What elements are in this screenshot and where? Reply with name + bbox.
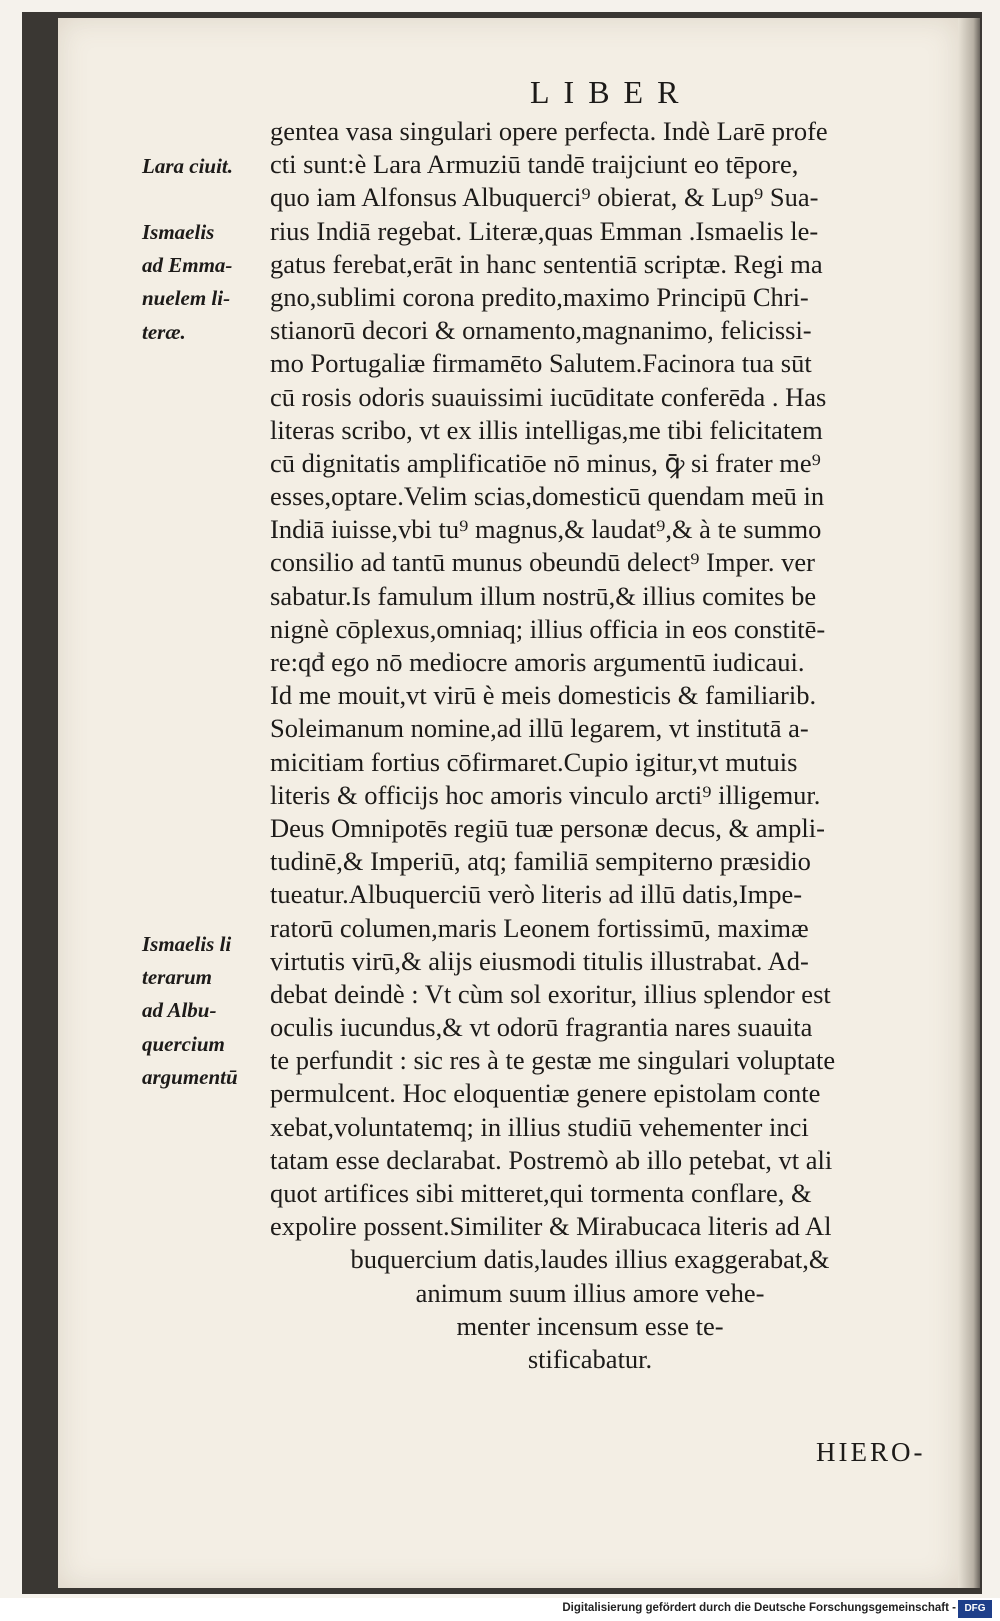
text-line: sabatur.Is famulum illum nostrū,& illius comites be bbox=[270, 580, 817, 611]
margin-note-line: ad Albu- bbox=[142, 998, 217, 1023]
margin-note-ismaelis-albuquerque bbox=[142, 928, 238, 1094]
text-line: stificabatur. bbox=[527, 1343, 653, 1374]
text-line: oculis iucundus,& vt odorū fragrantia nares suauita bbox=[270, 1012, 813, 1043]
text-line: gatus ferebat,erāt in hanc sententiā scriptæ. Regi ma bbox=[270, 248, 823, 279]
catchword: HIERO- bbox=[816, 1437, 926, 1467]
text-line: nignè cōplexus,omniaq; illius officia in eos constitē- bbox=[270, 613, 826, 644]
text-line: esses,optare.Velim scias,domesticū quendam meū in bbox=[270, 481, 825, 512]
text-line: gno,sublimi corona predito,maximo Principū Chri- bbox=[270, 281, 809, 312]
margin-note-line: ad Emma- bbox=[142, 253, 233, 278]
text-line: Soleimanum nomine,ad illū legarem, vt institutā a- bbox=[270, 713, 809, 744]
text-line: literis & officijs hoc amoris vinculo arcti⁹ illigemur. bbox=[270, 779, 821, 810]
text-line: rius Indiā regebat. Literæ,quas Emman .Ismaelis le- bbox=[270, 215, 819, 246]
text-line: virtutis virū,& alijs eiusmodi titulis illustrabat. Ad- bbox=[270, 945, 809, 976]
margin-note-line: Lara ciuit. bbox=[142, 154, 234, 178]
margin-note-line: terӕ. bbox=[142, 319, 186, 344]
margin-note-ismaelis-emmanuel bbox=[142, 216, 232, 349]
text-line: mo Portugaliæ firmamēto Salutem.Facinora tua sūt bbox=[270, 348, 812, 379]
text-line: Deus Omnipotēs regiū tuæ personæ decus, & ampli- bbox=[270, 812, 825, 843]
text-line: quot artifices sibi mitteret,qui tormenta conflare, & bbox=[270, 1178, 812, 1208]
digitization-footer bbox=[0, 1598, 1000, 1621]
closing-paragraph bbox=[270, 1243, 910, 1376]
body-text bbox=[270, 115, 970, 1376]
margin-note-line: Ismaelis bbox=[142, 220, 215, 244]
text-line: gentea vasa singulari opere perfecta. Indè Larē profe bbox=[270, 116, 828, 146]
text-line: buquercium datis,laudes illius exaggerabat,& bbox=[350, 1244, 830, 1275]
text-line: cti sunt:è Lara Armuziū tandē traijciunt eo tēpore, bbox=[270, 149, 799, 180]
dfg-logo: DFG bbox=[958, 1600, 992, 1618]
text-line: consilio ad tantū munus obeundū delect⁹ Imper. ver bbox=[270, 547, 815, 578]
text-line: cū dignitatis amplificatiōe nō minus, ꝙ̄ si frater me⁹ bbox=[270, 447, 821, 478]
text-line: te perfundit : sic res à te gestæ me singulari voluptate bbox=[270, 1045, 836, 1076]
text-line: Indiā iuisse,vbi tu⁹ magnus,& laudat⁹,& à te summo bbox=[270, 514, 822, 545]
margin-note-lara bbox=[142, 150, 233, 183]
text-line: permulcent. Hoc eloquentiæ genere epistolam conte bbox=[270, 1078, 821, 1109]
text-line: quo iam Alfonsus Albuquerci⁹ obierat, & Lup⁹ Sua- bbox=[270, 182, 819, 213]
text-line: cū rosis odoris suauissimi iucūditate conferēda . Has bbox=[270, 381, 827, 412]
text-line: re:qđ ego nō mediocre amoris argumentū iudicaui. bbox=[270, 647, 805, 677]
footer-text: Digitalisierung gefördert durch die Deutsche Forschungsgemeinschaft - bbox=[562, 1602, 956, 1614]
running-head: LIBER bbox=[530, 74, 693, 110]
text-line: tudinē,& Imperiū, atq; familiā sempiterno præsidio bbox=[270, 846, 811, 877]
margin-note-line: Ismaelis li bbox=[142, 932, 232, 956]
text-line: micitiam fortius cōfirmaret.Cupio igitur,vt mutuis bbox=[270, 746, 798, 777]
text-line: literas scribo, vt ex illis intelligas,me tibi felicitatem bbox=[270, 414, 823, 445]
text-line: menter incensum esse te- bbox=[456, 1310, 724, 1341]
margin-note-line: terarum bbox=[142, 965, 213, 990]
margin-note-line: quercium bbox=[142, 1031, 225, 1056]
margin-note-line: nuelem li- bbox=[142, 286, 231, 311]
text-line: stianorū decori & ornamento,magnanimo, felicissi- bbox=[270, 315, 812, 346]
text-line: tueatur.Albuquerciū verò literis ad illū datis,Impe- bbox=[270, 879, 803, 910]
text-line: expolire possent.Similiter & Mirabucaca literis ad Al bbox=[270, 1211, 832, 1242]
text-line: ratorū columen,maris Leonem fortissimū, maximæ bbox=[270, 912, 809, 943]
text-line: Id me mouit,vt virū è meis domesticis & familiarib. bbox=[270, 680, 817, 711]
text-line: debat deindè : Vt cùm sol exoritur, illius splendor est bbox=[270, 978, 831, 1009]
margin-note-line: argumentū bbox=[142, 1064, 238, 1089]
text-line: animum suum illius amore vehe- bbox=[415, 1277, 765, 1308]
text-line: tatam esse declarabat. Postremò ab illo petebat, vt ali bbox=[270, 1144, 833, 1175]
text-line: xebat,voluntatemq; in illius studiū vehementer inci bbox=[270, 1111, 809, 1142]
